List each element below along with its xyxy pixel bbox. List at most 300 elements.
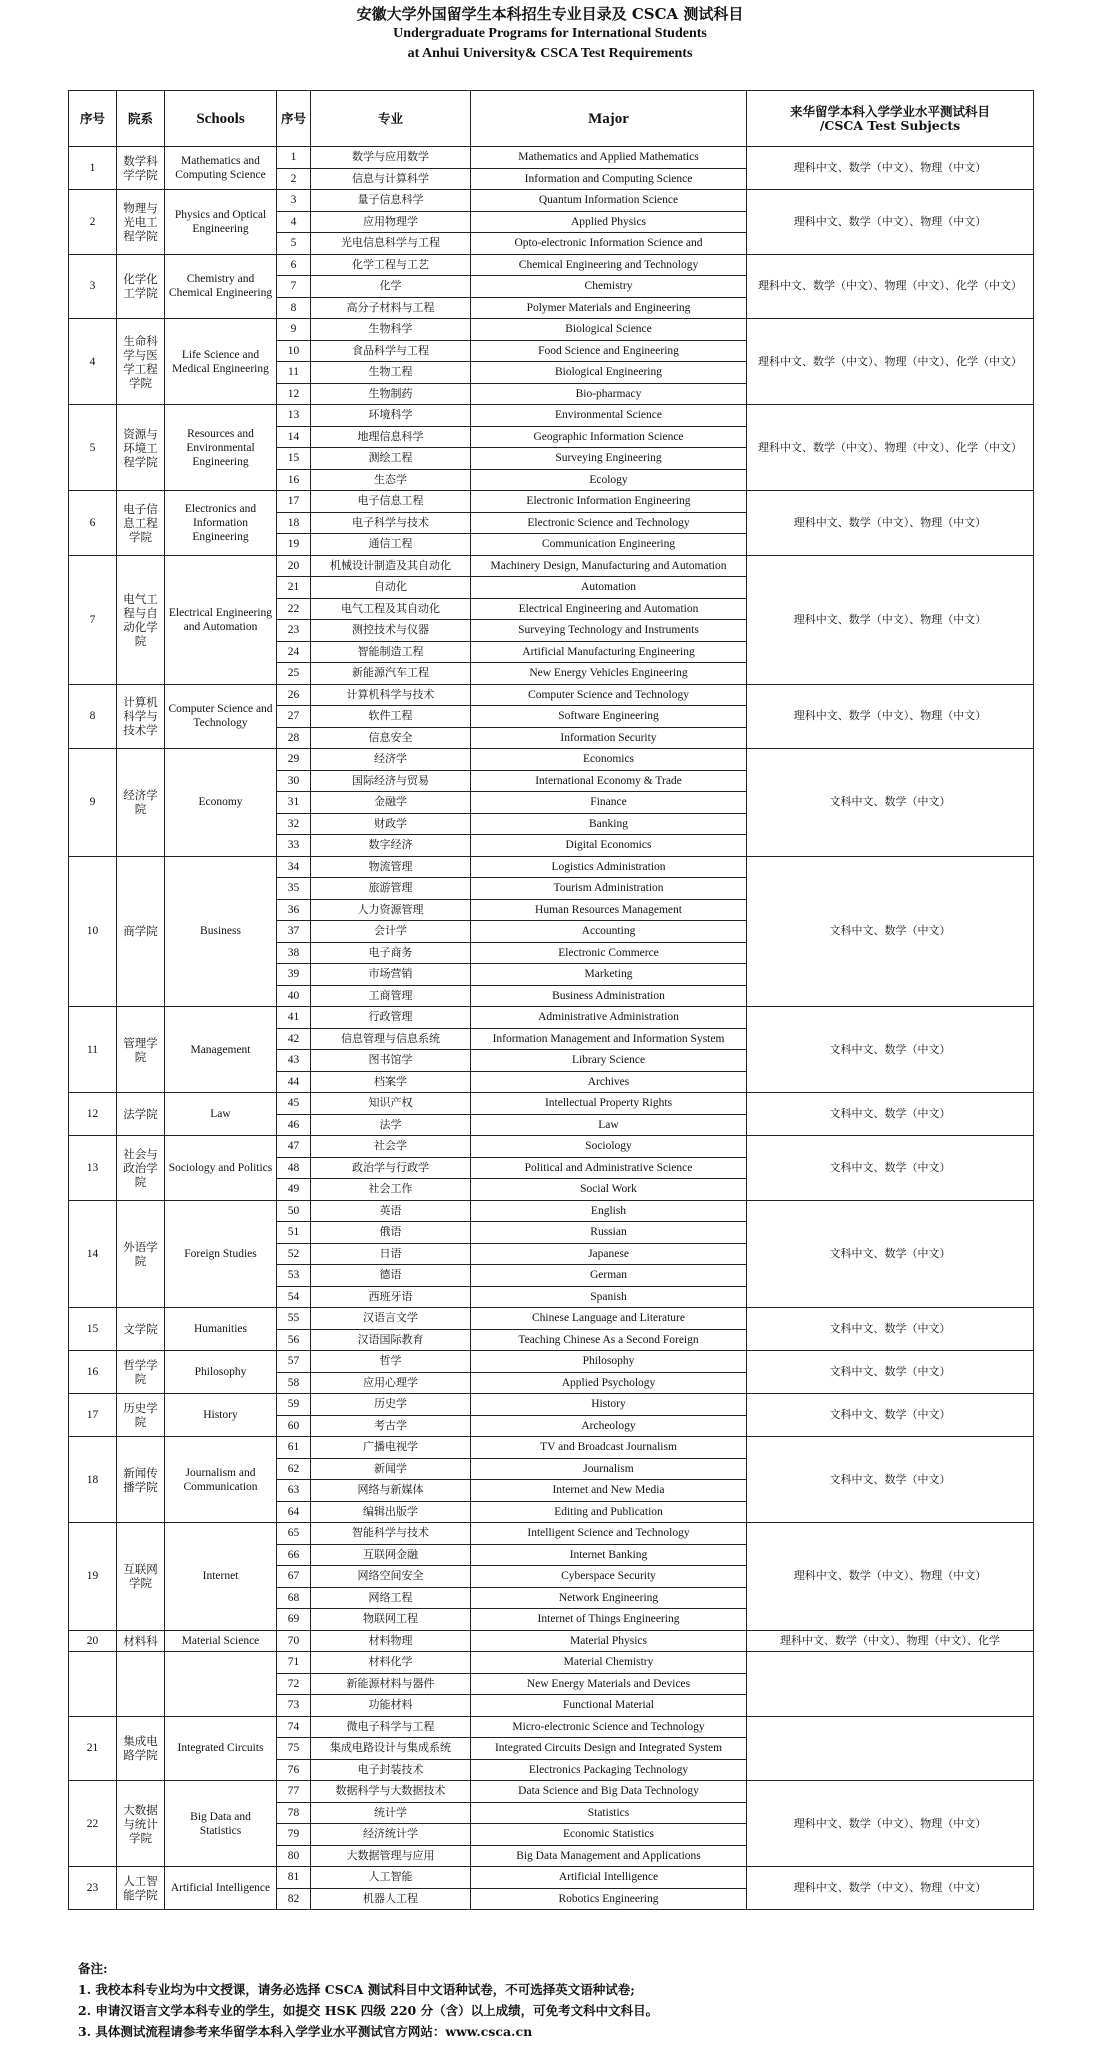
programs-table [68,90,1034,1910]
test-subjects: 文科中文、数学（中文） [747,1308,1034,1351]
major-name-cn: 编辑出版学 [311,1501,471,1523]
major-number: 44 [277,1071,311,1093]
major-name-cn: 光电信息科学与工程 [311,233,471,255]
college-name-en: Journalism and Communication [165,1437,277,1523]
major-name-cn: 社会工作 [311,1179,471,1201]
college-number: 19 [69,1523,117,1631]
major-number: 71 [277,1652,311,1674]
major-name-en: Robotics Engineering [471,1888,747,1910]
major-number: 38 [277,942,311,964]
test-subjects: 理科中文、数学（中文）、物理（中文） [747,147,1034,190]
major-name-en: Archeology [471,1415,747,1437]
test-subjects: 理科中文、数学（中文）、物理（中文） [747,190,1034,255]
college-name-cn: 计算机科学与技术学 [117,684,165,749]
major-number: 58 [277,1372,311,1394]
major-name-en: Banking [471,813,747,835]
major-name-cn: 统计学 [311,1802,471,1824]
major-name-cn: 新闻学 [311,1458,471,1480]
major-name-cn: 政治学与行政学 [311,1157,471,1179]
major-name-cn: 食品科学与工程 [311,340,471,362]
major-name-en: Biological Science [471,319,747,341]
major-number: 54 [277,1286,311,1308]
major-name-en: Electrical Engineering and Automation [471,598,747,620]
college-number: 7 [69,555,117,684]
major-number: 55 [277,1308,311,1330]
college-number: 13 [69,1136,117,1201]
major-name-cn: 汉语国际教育 [311,1329,471,1351]
major-number: 72 [277,1673,311,1695]
major-number: 22 [277,598,311,620]
college-name-en: Electronics and Information Engineering [165,491,277,556]
major-name-en: Tourism Administration [471,878,747,900]
major-name-en: Environmental Science [471,405,747,427]
major-name-en: Electronic Science and Technology [471,512,747,534]
major-number: 40 [277,985,311,1007]
major-name-cn: 知识产权 [311,1093,471,1115]
college-number: 12 [69,1093,117,1136]
major-name-cn: 网络与新媒体 [311,1480,471,1502]
table-row [69,1007,1034,1029]
major-name-cn: 材料物理 [311,1630,471,1652]
test-subjects [747,1652,1034,1717]
major-number: 75 [277,1738,311,1760]
major-name-en: New Energy Materials and Devices [471,1673,747,1695]
major-name-cn: 哲学 [311,1351,471,1373]
test-subjects: 文科中文、数学（中文） [747,1437,1034,1523]
major-name-en: Opto-electronic Information Science and [471,233,747,255]
major-number: 35 [277,878,311,900]
test-subjects: 理科中文、数学（中文）、物理（中文）、化学（中文） [747,405,1034,491]
major-name-en: Intellectual Property Rights [471,1093,747,1115]
notes-title: 备注: [78,1961,108,1976]
major-name-cn: 汉语言文学 [311,1308,471,1330]
major-number: 16 [277,469,311,491]
major-name-cn: 电子信息工程 [311,491,471,513]
major-name-en: Information Security [471,727,747,749]
college-name-en: Philosophy [165,1351,277,1394]
major-number: 37 [277,921,311,943]
major-name-cn: 人工智能 [311,1867,471,1889]
college-name-cn: 人工智能学院 [117,1867,165,1910]
major-number: 66 [277,1544,311,1566]
college-name-cn: 大数据与统计学院 [117,1781,165,1867]
major-number: 6 [277,254,311,276]
major-name-cn: 电子封装技术 [311,1759,471,1781]
major-number: 69 [277,1609,311,1631]
major-name-cn: 财政学 [311,813,471,835]
major-number: 50 [277,1200,311,1222]
test-subjects [747,1716,1034,1781]
major-number: 59 [277,1394,311,1416]
major-number: 64 [277,1501,311,1523]
major-number: 8 [277,297,311,319]
major-name-en: Quantum Information Science [471,190,747,212]
college-name-cn: 社会与政治学院 [117,1136,165,1201]
major-name-cn: 数据科学与大数据技术 [311,1781,471,1803]
document-header [0,4,1100,64]
major-name-en: Economic Statistics [471,1824,747,1846]
major-name-cn: 信息安全 [311,727,471,749]
major-name-en: Russian [471,1222,747,1244]
major-number: 76 [277,1759,311,1781]
major-name-cn: 自动化 [311,577,471,599]
major-name-en: Surveying Engineering [471,448,747,470]
header-seq: 序号 [69,91,117,147]
major-number: 3 [277,190,311,212]
major-name-en: Big Data Management and Applications [471,1845,747,1867]
college-number: 21 [69,1716,117,1781]
major-name-cn: 社会学 [311,1136,471,1158]
major-number: 82 [277,1888,311,1910]
college-name-cn: 物理与光电工程学院 [117,190,165,255]
college-name-en: Integrated Circuits [165,1716,277,1781]
test-subjects: 文科中文、数学（中文） [747,749,1034,857]
major-name-en: Internet of Things Engineering [471,1609,747,1631]
major-name-en: English [471,1200,747,1222]
test-subjects: 文科中文、数学（中文） [747,1007,1034,1093]
major-name-en: German [471,1265,747,1287]
college-number: 4 [69,319,117,405]
major-name-cn: 经济学 [311,749,471,771]
major-name-cn: 物联网工程 [311,1609,471,1631]
major-name-en: TV and Broadcast Journalism [471,1437,747,1459]
major-name-cn: 俄语 [311,1222,471,1244]
college-name-en: Mathematics and Computing Science [165,147,277,190]
major-name-en: Functional Material [471,1695,747,1717]
major-name-cn: 新能源材料与器件 [311,1673,471,1695]
college-name-cn: 化学化工学院 [117,254,165,319]
college-name-cn [117,1652,165,1717]
major-name-cn: 金融学 [311,792,471,814]
header-schools: Schools [165,91,277,147]
major-name-en: Finance [471,792,747,814]
major-name-en: Data Science and Big Data Technology [471,1781,747,1803]
major-name-cn: 生物工程 [311,362,471,384]
major-number: 30 [277,770,311,792]
college-name-en: Artificial Intelligence [165,1867,277,1910]
major-name-cn: 化学工程与工艺 [311,254,471,276]
major-name-cn: 电子科学与技术 [311,512,471,534]
major-name-en: New Energy Vehicles Engineering [471,663,747,685]
college-name-cn: 管理学院 [117,1007,165,1093]
college-number: 10 [69,856,117,1007]
college-name-en: Humanities [165,1308,277,1351]
major-name-en: Accounting [471,921,747,943]
major-name-en: Information and Computing Science [471,168,747,190]
major-name-en: Integrated Circuits Design and Integrated System [471,1738,747,1760]
major-name-cn: 德语 [311,1265,471,1287]
major-name-cn: 英语 [311,1200,471,1222]
table-row [69,190,1034,212]
college-name-cn: 数学科学学院 [117,147,165,190]
major-number: 67 [277,1566,311,1588]
college-name-en: Law [165,1093,277,1136]
major-name-cn: 生物科学 [311,319,471,341]
table-body [69,147,1034,1910]
major-name-en: Internet and New Media [471,1480,747,1502]
major-number: 73 [277,1695,311,1717]
major-number: 60 [277,1415,311,1437]
major-name-en: Electronic Commerce [471,942,747,964]
major-number: 34 [277,856,311,878]
major-number: 23 [277,620,311,642]
major-name-en: Digital Economics [471,835,747,857]
college-name-cn: 资源与环境工程学院 [117,405,165,491]
table-row [69,1308,1034,1330]
college-name-cn: 集成电路学院 [117,1716,165,1781]
major-number: 47 [277,1136,311,1158]
test-subjects: 理科中文、数学（中文）、物理（中文） [747,555,1034,684]
table-header-row [69,91,1034,147]
major-name-en: Polymer Materials and Engineering [471,297,747,319]
major-name-en: Library Science [471,1050,747,1072]
major-name-cn: 旅游管理 [311,878,471,900]
major-name-en: Communication Engineering [471,534,747,556]
college-number: 6 [69,491,117,556]
table-row [69,1351,1034,1373]
test-subjects: 理科中文、数学（中文）、物理（中文） [747,491,1034,556]
major-name-cn: 物流管理 [311,856,471,878]
major-name-cn: 微电子科学与工程 [311,1716,471,1738]
major-number: 14 [277,426,311,448]
major-number: 41 [277,1007,311,1029]
major-name-en: Teaching Chinese As a Second Foreign [471,1329,747,1351]
major-name-en: Sociology [471,1136,747,1158]
major-number: 70 [277,1630,311,1652]
table-row [69,1523,1034,1545]
college-name-en: History [165,1394,277,1437]
college-name-cn: 经济学院 [117,749,165,857]
major-number: 27 [277,706,311,728]
major-name-en: Biological Engineering [471,362,747,384]
major-number: 2 [277,168,311,190]
major-name-en: Surveying Technology and Instruments [471,620,747,642]
note-item: 3. 具体测试流程请参考来华留学本科入学学业水平测试官方网站：www.csca.cn [78,2024,533,2039]
major-name-en: Economics [471,749,747,771]
test-subjects: 文科中文、数学（中文） [747,1351,1034,1394]
major-number: 15 [277,448,311,470]
college-name-cn: 历史学院 [117,1394,165,1437]
college-name-en: Sociology and Politics [165,1136,277,1201]
major-name-cn: 会计学 [311,921,471,943]
major-name-en: Political and Administrative Science [471,1157,747,1179]
major-number: 39 [277,964,311,986]
major-name-en: Statistics [471,1802,747,1824]
major-number: 1 [277,147,311,169]
major-number: 80 [277,1845,311,1867]
major-number: 49 [277,1179,311,1201]
major-name-en: Law [471,1114,747,1136]
major-name-cn: 数学与应用数学 [311,147,471,169]
note-item: 2. 申请汉语言文学本科专业的学生，如提交 HSK 四级 220 分（含）以上成绩，可免考文科中文科目。 [78,2003,659,2018]
major-number: 31 [277,792,311,814]
major-name-cn: 测控技术与仪器 [311,620,471,642]
major-name-cn: 功能材料 [311,1695,471,1717]
major-number: 9 [277,319,311,341]
major-name-en: International Economy & Trade [471,770,747,792]
major-name-en: Spanish [471,1286,747,1308]
major-name-cn: 生物制药 [311,383,471,405]
test-subjects: 文科中文、数学（中文） [747,1136,1034,1201]
major-name-en: Micro-electronic Science and Technology [471,1716,747,1738]
major-name-en: Electronic Information Engineering [471,491,747,513]
table-row [69,1867,1034,1889]
major-number: 45 [277,1093,311,1115]
major-name-cn: 智能科学与技术 [311,1523,471,1545]
college-number: 3 [69,254,117,319]
major-number: 12 [277,383,311,405]
major-name-cn: 工商管理 [311,985,471,1007]
college-number: 8 [69,684,117,749]
college-number: 17 [69,1394,117,1437]
notes-section [78,1958,1058,2042]
major-name-cn: 考古学 [311,1415,471,1437]
college-name-en: Chemistry and Chemical Engineering [165,254,277,319]
college-name-en: Foreign Studies [165,1200,277,1308]
test-subjects: 文科中文、数学（中文） [747,856,1034,1007]
table-row [69,1093,1034,1115]
college-number: 18 [69,1437,117,1523]
major-number: 5 [277,233,311,255]
major-name-en: Network Engineering [471,1587,747,1609]
major-number: 65 [277,1523,311,1545]
table-row [69,1394,1034,1416]
major-name-cn: 大数据管理与应用 [311,1845,471,1867]
major-name-en: Food Science and Engineering [471,340,747,362]
major-name-en: History [471,1394,747,1416]
table-row [69,1652,1034,1674]
college-number: 16 [69,1351,117,1394]
major-name-cn: 档案学 [311,1071,471,1093]
table-row [69,749,1034,771]
major-number: 79 [277,1824,311,1846]
major-name-cn: 测绘工程 [311,448,471,470]
major-name-en: Business Administration [471,985,747,1007]
major-number: 68 [277,1587,311,1609]
major-name-cn: 信息与计算科学 [311,168,471,190]
college-number: 14 [69,1200,117,1308]
table-row [69,856,1034,878]
major-name-en: Chemistry [471,276,747,298]
major-name-en: Mathematics and Applied Mathematics [471,147,747,169]
major-name-cn: 市场营销 [311,964,471,986]
major-name-en: Social Work [471,1179,747,1201]
college-name-cn: 电子信息工程学院 [117,491,165,556]
major-name-cn: 历史学 [311,1394,471,1416]
major-name-cn: 地理信息科学 [311,426,471,448]
major-name-cn: 国际经济与贸易 [311,770,471,792]
college-name-cn: 法学院 [117,1093,165,1136]
major-number: 17 [277,491,311,513]
college-number: 9 [69,749,117,857]
major-name-cn: 计算机科学与技术 [311,684,471,706]
table-row [69,684,1034,706]
major-name-en: Chemical Engineering and Technology [471,254,747,276]
major-name-en: Electronics Packaging Technology [471,1759,747,1781]
table-row [69,1437,1034,1459]
major-number: 57 [277,1351,311,1373]
major-number: 43 [277,1050,311,1072]
major-name-en: Applied Physics [471,211,747,233]
major-name-cn: 电气工程及其自动化 [311,598,471,620]
test-subjects: 理科中文、数学（中文）、物理（中文）、化学（中文） [747,319,1034,405]
major-name-en: Machinery Design, Manufacturing and Automation [471,555,747,577]
major-name-cn: 数字经济 [311,835,471,857]
table-row [69,1630,1034,1652]
major-number: 51 [277,1222,311,1244]
college-name-cn: 商学院 [117,856,165,1007]
major-name-en: Marketing [471,964,747,986]
major-name-en: Intelligent Science and Technology [471,1523,747,1545]
table-row [69,405,1034,427]
major-name-en: Cyberspace Security [471,1566,747,1588]
major-name-cn: 量子信息科学 [311,190,471,212]
major-number: 63 [277,1480,311,1502]
major-name-en: Editing and Publication [471,1501,747,1523]
header-test-cn: 来华留学本科入学学业水平测试科目 [789,103,990,119]
college-name-en: Internet [165,1523,277,1631]
major-name-en: Ecology [471,469,747,491]
major-number: 52 [277,1243,311,1265]
major-number: 62 [277,1458,311,1480]
major-number: 36 [277,899,311,921]
college-number: 2 [69,190,117,255]
major-number: 18 [277,512,311,534]
college-name-cn: 新闻传播学院 [117,1437,165,1523]
header-test-subjects [747,91,1034,147]
major-number: 78 [277,1802,311,1824]
major-name-cn: 应用物理学 [311,211,471,233]
header-college: 院系 [117,91,165,147]
college-number: 11 [69,1007,117,1093]
major-name-cn: 西班牙语 [311,1286,471,1308]
major-number: 11 [277,362,311,384]
college-name-en [165,1652,277,1717]
major-name-cn: 网络空间安全 [311,1566,471,1588]
college-number: 23 [69,1867,117,1910]
major-name-en: Geographic Information Science [471,426,747,448]
major-name-cn: 集成电路设计与集成系统 [311,1738,471,1760]
major-number: 81 [277,1867,311,1889]
college-name-cn: 哲学学院 [117,1351,165,1394]
major-name-en: Material Physics [471,1630,747,1652]
major-number: 24 [277,641,311,663]
major-name-en: Chinese Language and Literature [471,1308,747,1330]
college-name-en: Life Science and Medical Engineering [165,319,277,405]
test-subjects: 文科中文、数学（中文） [747,1200,1034,1308]
college-name-cn: 互联网学院 [117,1523,165,1631]
major-number: 46 [277,1114,311,1136]
major-name-en: Human Resources Management [471,899,747,921]
major-number: 10 [277,340,311,362]
major-name-cn: 行政管理 [311,1007,471,1029]
test-subjects: 理科中文、数学（中文）、物理（中文）、化学（中文） [747,254,1034,319]
college-name-en: Business [165,856,277,1007]
major-name-cn: 化学 [311,276,471,298]
college-name-en: Electrical Engineering and Automation [165,555,277,684]
college-name-en: Economy [165,749,277,857]
major-name-cn: 通信工程 [311,534,471,556]
college-name-cn: 生命科学与医学工程学院 [117,319,165,405]
major-name-en: Philosophy [471,1351,747,1373]
major-name-cn: 信息管理与信息系统 [311,1028,471,1050]
major-number: 4 [277,211,311,233]
major-name-en: Journalism [471,1458,747,1480]
title-cn: 安徽大学外国留学生本科招生专业目录及 CSCA 测试科目 [356,5,744,23]
major-number: 7 [277,276,311,298]
major-name-cn: 网络工程 [311,1587,471,1609]
major-name-cn: 环境科学 [311,405,471,427]
